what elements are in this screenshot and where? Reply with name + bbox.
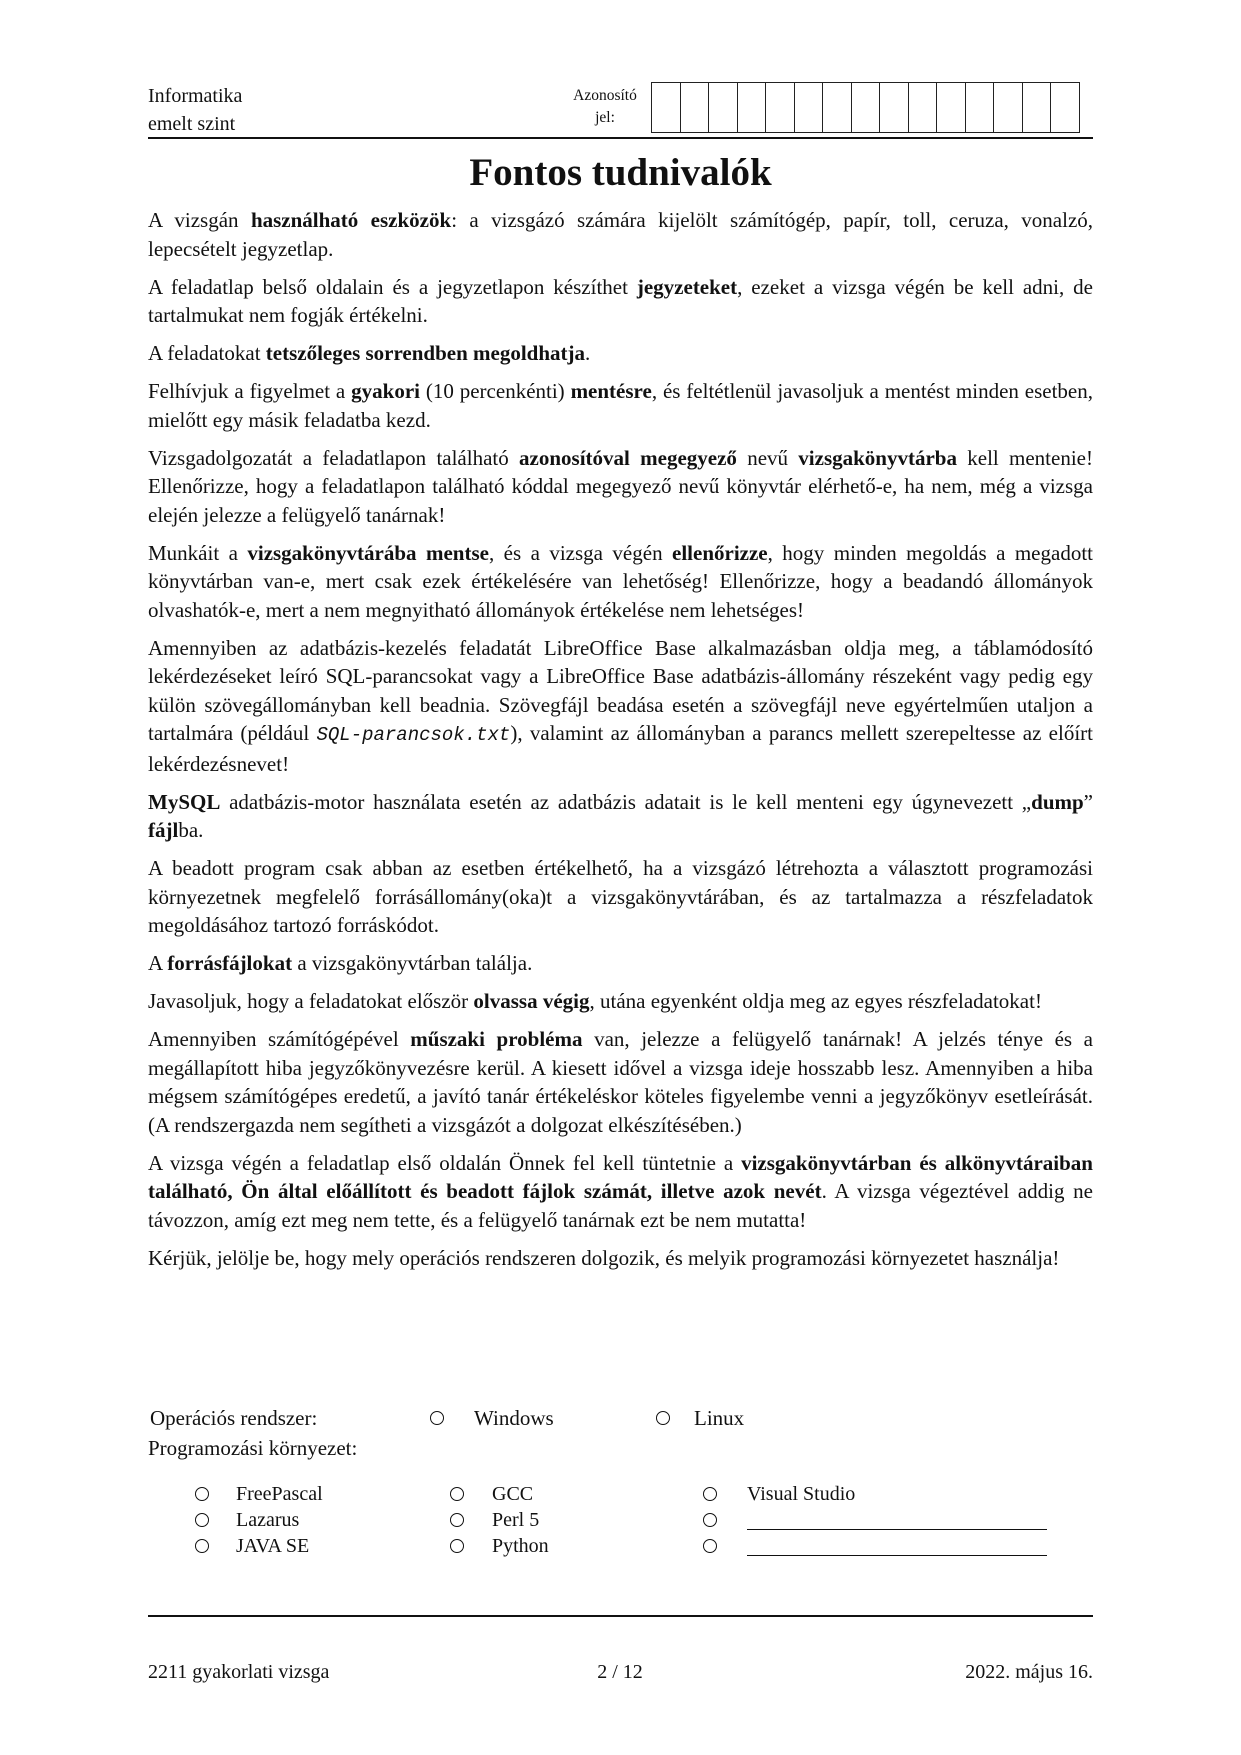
id-box[interactable]	[652, 83, 681, 132]
instruction-paragraph	[148, 634, 1093, 779]
paragraph-text: kell mentenie! Ellenőrizze, hogy a feladatlapon található kóddal megegyező nevű könyvtár elérhető-e, ha nem, még a vizsga elején jelezze a felügyelő tanárnak!	[148, 445, 1093, 527]
footer-page-number: 2 / 12	[597, 1661, 643, 1683]
paragraph-text: van, jelezze a felügyelő tanárnak! A jelzés ténye és a megállapított hiba jegyzőkönyvezésre kerül. A kiesett idővel a vizsga ideje hosszabb lesz. Amennyiben a hiba mégsem számítógépes eredetű, a javító tanár értékeléskor köteles figyelembe venni a jegyzőkönyv esetleírását. (A rendszergazda nem segítheti a vizsgázót a dolgozat elkészítésében.)	[148, 1027, 1093, 1137]
instruction-paragraph	[148, 1025, 1093, 1139]
bold-text: vizsgakönyvtárába mentse	[247, 540, 489, 565]
bold-text: forrásfájlokat	[167, 951, 293, 975]
id-label-line2: jel:	[595, 109, 615, 126]
radio-gcc[interactable]	[450, 1487, 464, 1501]
id-box[interactable]	[823, 83, 852, 132]
id-box[interactable]	[738, 83, 767, 132]
radio-freepascal[interactable]	[195, 1487, 209, 1501]
footer-exam: 2211 gyakorlati vizsga	[148, 1661, 330, 1683]
subject-level: emelt szint	[148, 113, 236, 135]
radio-other-1[interactable]	[703, 1513, 717, 1527]
footer-date: 2022. május 16.	[965, 1661, 1093, 1683]
paragraph-text: Vizsgadolgozatát a feladatlapon található	[148, 445, 520, 470]
paragraph-text: , utána egyenként oldja meg az egyes részfeladatokat!	[589, 989, 1042, 1013]
paragraph-text: ba.	[178, 818, 204, 842]
bold-text: azonosítóval megegyező	[519, 445, 737, 470]
instruction-paragraph	[148, 854, 1093, 940]
paragraph-text: , ezeket a vizsga végén be kell adni, de tartalmukat nem fogják értékelni.	[148, 274, 1093, 327]
env-option-freepascal: FreePascal	[236, 1483, 323, 1505]
id-label	[555, 85, 655, 129]
instruction-paragraph	[148, 949, 1093, 978]
bold-text: olvassa végig	[473, 989, 590, 1013]
id-label-line1: Azonosító	[573, 87, 637, 104]
paragraph-text: Amennyiben számítógépével	[148, 1027, 411, 1051]
paragraph-text: A vizsga végén a feladatlap első oldalán Önnek fel kell tüntetnie a	[148, 1150, 742, 1175]
radio-linux[interactable]	[656, 1411, 670, 1425]
os-option-windows: Windows	[474, 1406, 554, 1430]
paragraph-text: A feladatlap belső oldalain és a jegyzetlapon készíthet	[148, 274, 637, 299]
other-env-blank-1[interactable]	[747, 1529, 1047, 1530]
id-box[interactable]	[880, 83, 909, 132]
env-option-gcc: GCC	[492, 1483, 534, 1505]
page-title: Fontos tudnivalók	[469, 151, 772, 194]
bold-text: vizsgakönyvtárba	[798, 445, 957, 470]
os-label: Operációs rendszer:	[150, 1406, 318, 1430]
env-label: Programozási környezet:	[148, 1436, 358, 1460]
paragraph-text: .	[585, 341, 591, 365]
bold-text: jegyzeteket	[636, 274, 738, 299]
id-box[interactable]	[909, 83, 938, 132]
paragraph-text: a vizsgakönyvtárban találja.	[292, 951, 533, 975]
instruction-paragraph	[148, 788, 1093, 845]
bold-text: vizsgakönyvtárban és alkönyvtáraiban található, Ön által előállított és beadott fájlok számát, illetve azok nevét	[148, 1150, 1093, 1203]
radio-python[interactable]	[450, 1539, 464, 1553]
bold-text: műszaki probléma	[410, 1027, 583, 1051]
id-box[interactable]	[795, 83, 824, 132]
other-env-blank-2[interactable]	[747, 1555, 1047, 1556]
id-box[interactable]	[966, 83, 995, 132]
instruction-paragraph	[148, 377, 1093, 434]
os-option-linux: Linux	[694, 1406, 745, 1430]
env-option-java-se: JAVA SE	[236, 1535, 310, 1557]
header-left	[148, 82, 242, 138]
id-box[interactable]	[937, 83, 966, 132]
bold-text: használható eszközök	[250, 208, 452, 232]
bold-text: tetszőleges sorrendben megoldhatja	[265, 341, 586, 365]
instructions-body	[148, 206, 1093, 1282]
bold-text: MySQL	[148, 789, 221, 814]
instruction-paragraph	[148, 1244, 1093, 1273]
bold-text: ellenőrizze	[672, 540, 768, 565]
paragraph-text: , hogy minden megoldás a megadott könyvtárban van-e, mert csak ezek értékelésére van lehetőség! Ellenőrizze, hogy a beadandó állományok olvashatók-e, mert a nem megnyitható állományok értékelése nem lehetséges!	[148, 540, 1093, 622]
paragraph-text: A beadott program csak abban az esetben értékelhető, ha a vizsgázó létrehozta a választott programozási környezetnek megfelelő forrásállomány(oka)t a vizsgakönyvtárában, és az tartalmazza a részfeladatok megoldásához tartozó forráskódot.	[148, 856, 1093, 937]
file-name-text: SQL-parancsok.txt	[316, 724, 511, 746]
paragraph-text: Munkáit a	[148, 540, 248, 565]
footer-divider	[148, 1615, 1093, 1617]
instruction-paragraph	[148, 987, 1093, 1016]
paragraph-text: Javasoljuk, hogy a feladatokat először	[148, 989, 474, 1013]
radio-lazarus[interactable]	[195, 1513, 209, 1527]
instruction-paragraph	[148, 1149, 1093, 1235]
paragraph-text: . A vizsga végeztével addig ne távozzon, amíg ezt meg nem tette, és a felügyelő tanárnak ezt be nem mutatta!	[148, 1179, 1093, 1232]
instruction-paragraph	[148, 539, 1093, 625]
bold-text: gyakori	[351, 379, 420, 403]
paragraph-text: A	[148, 951, 168, 975]
radio-visual-studio[interactable]	[703, 1487, 717, 1501]
bold-text: fájl	[148, 818, 179, 842]
env-option-python: Python	[492, 1535, 549, 1557]
id-code-boxes[interactable]	[651, 82, 1080, 133]
id-box[interactable]	[852, 83, 881, 132]
instruction-paragraph	[148, 273, 1093, 330]
paragraph-text: A feladatokat	[148, 341, 266, 365]
id-box[interactable]	[766, 83, 795, 132]
radio-perl[interactable]	[450, 1513, 464, 1527]
paragraph-text: , és feltétlenül javasoljuk a mentést minden esetben, mielőtt egy másik feladatba kezd.	[148, 379, 1093, 432]
id-box[interactable]	[994, 83, 1023, 132]
id-box[interactable]	[1023, 83, 1052, 132]
paragraph-text: Amennyiben az adatbázis-kezelés feladatát LibreOffice Base alkalmazásban oldja meg, a táblamódosító lekérdezéseket leíró SQL-parancsokat vagy a LibreOffice Base adatbázis-állomány részeként vagy pedig egy külön szövegállományban kell beadnia. Szövegfájl beadása esetén a szövegfájl neve egyértelműen utaljon a tartalmára (például	[148, 635, 1093, 745]
radio-other-2[interactable]	[703, 1539, 717, 1553]
paragraph-text: (10 percenkénti)	[419, 379, 571, 403]
id-box[interactable]	[1051, 83, 1080, 132]
paragraph-text: ”	[1083, 789, 1093, 814]
instruction-paragraph	[148, 444, 1093, 530]
paragraph-text: Kérjük, jelölje be, hogy mely operációs rendszeren dolgozik, és melyik programozási környezetet használja!	[148, 1245, 1060, 1270]
radio-java-se[interactable]	[195, 1539, 209, 1553]
paragraph-text: , és a vizsga végén	[488, 540, 673, 565]
paragraph-text: Felhívjuk a figyelmet a	[148, 379, 352, 403]
env-option-perl: Perl 5	[492, 1509, 540, 1531]
radio-windows[interactable]	[430, 1411, 444, 1425]
instruction-paragraph	[148, 339, 1093, 368]
bold-text: dump	[1031, 789, 1084, 814]
id-box[interactable]	[709, 83, 738, 132]
id-box[interactable]	[681, 83, 710, 132]
paragraph-text: : a vizsgázó számára kijelölt számítógép, papír, toll, ceruza, vonalzó, lepecsételt jegyzetlap.	[148, 208, 1094, 261]
env-option-lazarus: Lazarus	[236, 1509, 300, 1531]
bold-text: mentésre	[570, 379, 652, 403]
subject-name: Informatika	[148, 85, 243, 107]
paragraph-text: ), valamint az állományban a parancs mellett szerepeltesse az előírt lekérdezésnevet!	[148, 721, 1094, 776]
paragraph-text: nevű	[736, 445, 799, 470]
instruction-paragraph	[148, 206, 1093, 263]
paragraph-text: A vizsgán	[148, 208, 251, 232]
paragraph-text: adatbázis-motor használata esetén az adatbázis adatait is le kell menteni egy úgynevezett „	[220, 789, 1032, 814]
header-divider	[148, 137, 1093, 139]
env-option-visual-studio: Visual Studio	[747, 1483, 856, 1505]
